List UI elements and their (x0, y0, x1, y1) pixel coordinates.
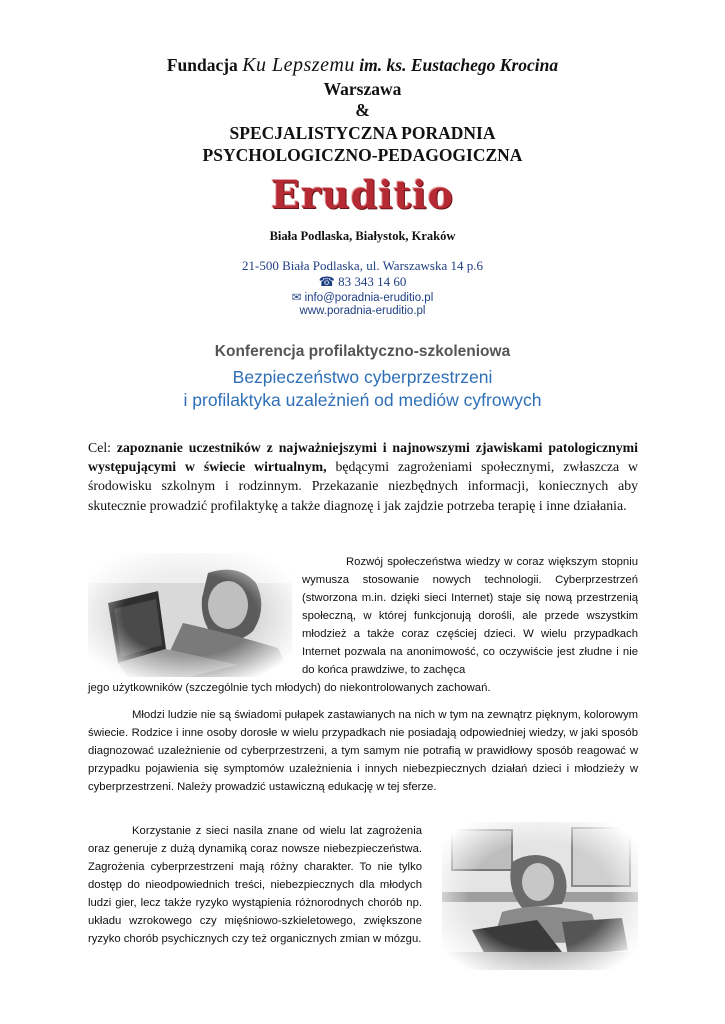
conference-title-line2: i profilaktyka uzależnień od mediów cyfrowych (183, 390, 542, 410)
body-paragraph-1 (302, 553, 638, 679)
foundation-fancy-name: Ku Lepszemu (242, 54, 355, 76)
body-paragraph-1-end: jego użytkowników (szczególnie tych młodych) do niekontrolowanych zachowań. (88, 682, 491, 694)
body-paragraph-2: Młodzi ludzie nie są świadomi pułapek zastawianych na nich w tym na zewnątrz pięknym, kolorowym świecie. Rodzice i inne osoby dorosłe w wielu przypadkach nie posiadają odpowiedniej wiedzy, w jaki sposób diagnozować uzależnienie od cyberprzestrzeni, a tym samym nie potrafią w prawidłowy sposób reagować w przypadku pojawienia się symptomów uzależnienia i innych niebezpiecznych działań dzieci i młodzieży w cyberprzestrzeni. Należy prowadzić ustawiczną edukację w tej sferze. (88, 709, 638, 793)
conference-title-line1: Bezpieczeństwo cyberprzestrzeni (232, 367, 493, 387)
phone-line (0, 274, 725, 290)
boy-laptop-sketch-image (88, 553, 292, 677)
branch-cities: Biała Podlaska, Białystok, Kraków (269, 229, 456, 243)
address: 21-500 Biała Podlaska, ul. Warszawska 14 p.6 (242, 258, 483, 273)
goal-label: Cel: (88, 440, 111, 455)
goal-rest-text: będącymi zagrożeniami społecznymi, zwłaszcza w środowisku szkolnym i rodzinnym. Przekazanie niezbędnych informacji, koniecznych aby skutecznie prowadzić profilaktykę a także diagnozę i jak zajdzie potrzeba terapię i inne działania. (88, 459, 638, 513)
foundation-name (0, 54, 725, 77)
city-line: Warszawa (323, 79, 402, 99)
envelope-icon: ✉ (291, 292, 302, 304)
body-paragraph-1-text: Rozwój społeczeństwa wiedzy w coraz większym stopniu wymusza stosowanie nowych technologii. Cyberprzestrzeń (stworzona m.in. dzięki sieci Internet) staje się nową przestrzenią społeczną, w której funkcjonują dorośli, ale przede wszystkim młodzież a także coraz częściej dzieci. W wielu przypadkach Internet pozwala na anonimowość, co oczywiście jest złudne i nie do końca prawdziwe, to zachęca (302, 556, 638, 676)
eruditio-logo: Eruditio (271, 172, 454, 217)
body-paragraph-3-text: Korzystanie z sieci nasila znane od wielu lat zagrożenia oraz generuje z dużą dynamiką coraz nowsze niebezpieczeństwa. Zagrożenia cyberprzestrzeni mają różny charakter. To nie tylko dostęp do nieodpowiednich treści, niebezpiecznych dla młodych ludzi gier, lecz także ryzyko wystąpienia różnorodnych chorób np. układu wzrokowego czy mięśniowo-szkieletowego, zwiększone ryzyko chorób psychicznych czy też organicznych zmian w mózgu. (88, 825, 422, 945)
clinic-name-line2: PSYCHOLOGICZNO-PEDAGOGICZNA (202, 145, 523, 165)
email-link[interactable]: info@poradnia-eruditio.pl (304, 292, 434, 304)
conference-label: Konferencja profilaktyczno-szkoleniowa (214, 343, 511, 360)
foundation-suffix: im. ks. Eustachego Krocina (359, 55, 559, 75)
website-link[interactable]: www.poradnia-eruditio.pl (299, 305, 426, 317)
foundation-prefix: Fundacja (166, 55, 238, 75)
goal-paragraph (88, 438, 638, 515)
clinic-name-line1: SPECJALISTYCZNA PORADNIA (229, 123, 496, 143)
woman-laptop-sketch-image (442, 822, 638, 970)
goal-bold-text: zapoznanie uczestników z najważniejszymi i najnowszymi zjawiskami patologicznymi występującymi w świecie wirtualnym, (88, 440, 639, 475)
email-line (0, 290, 725, 304)
phone-number: 83 343 14 60 (338, 274, 407, 289)
body-paragraph-3 (88, 822, 422, 948)
phone-icon: ☎ (318, 274, 335, 289)
ampersand: & (355, 100, 370, 120)
